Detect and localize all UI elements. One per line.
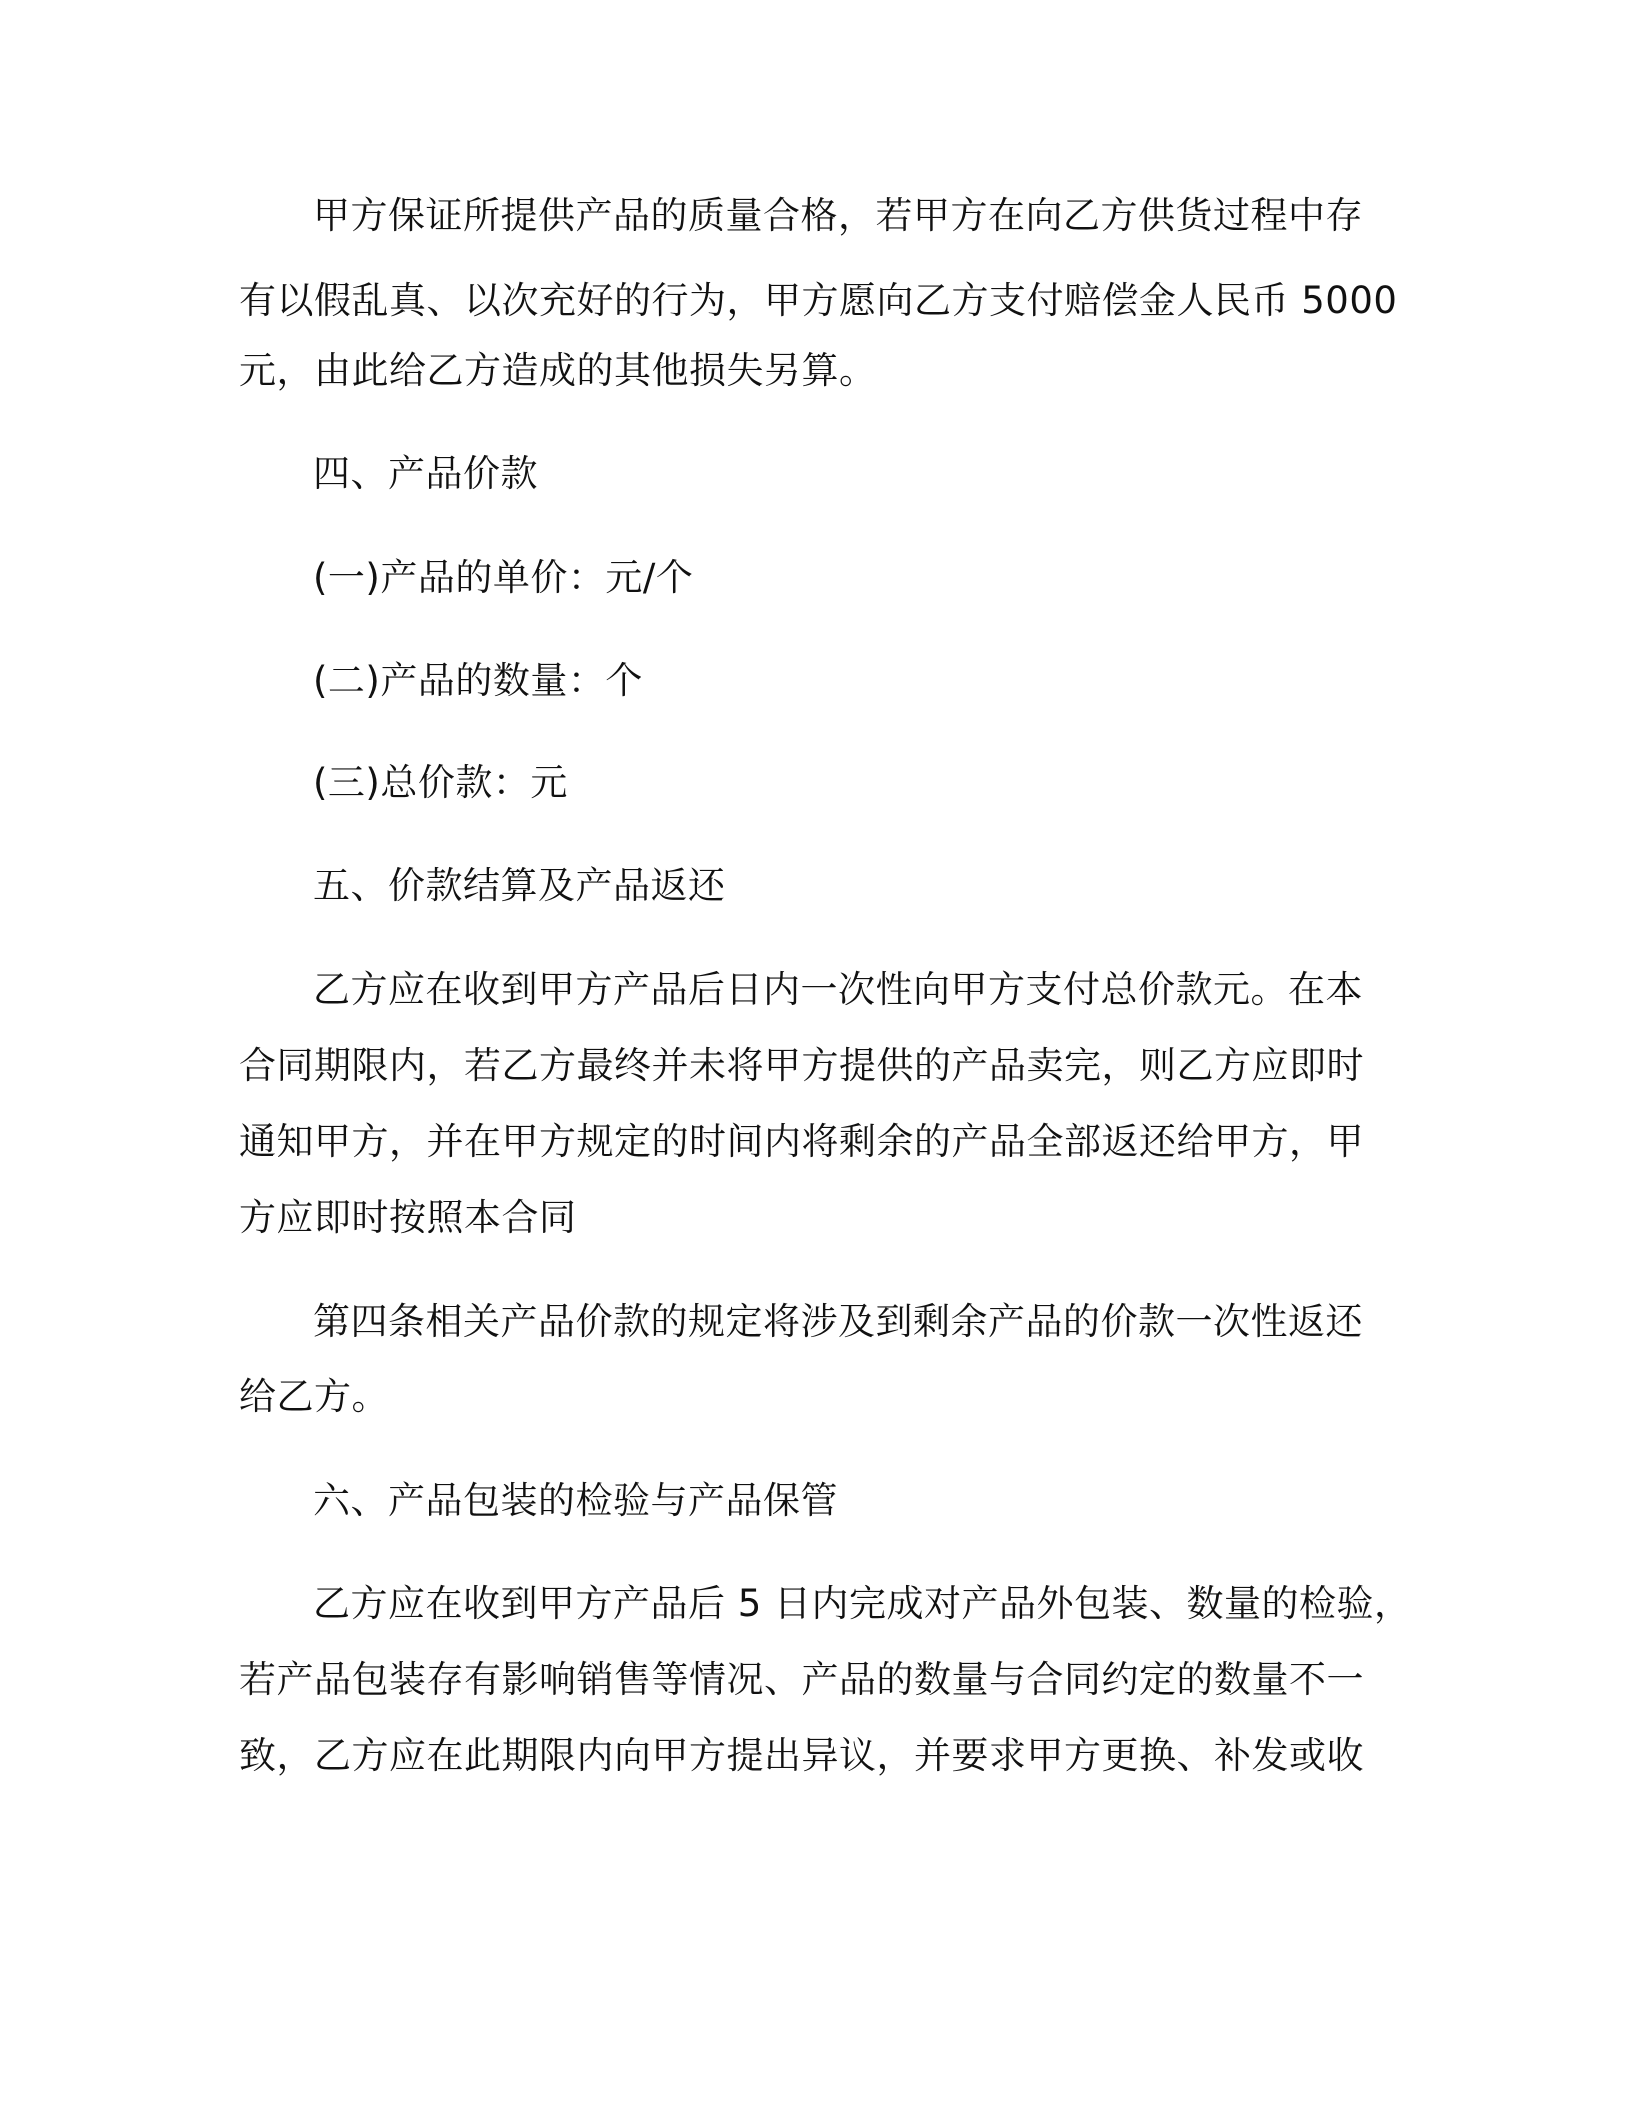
text-line: 合同期限内，若乙方最终并未将甲方提供的产品卖完，则乙方应即时 — [239, 1044, 1364, 1087]
text-line: 第四条相关产品价款的规定将涉及到剩余产品的价款一次性返还 — [313, 1300, 1363, 1343]
text-line: 方应即时按照本合同 — [239, 1196, 577, 1239]
section-heading-packaging-inspection: 六、产品包装的检验与产品保管 — [313, 1479, 838, 1522]
text-line: 给乙方。 — [239, 1375, 389, 1418]
text-line: 元，由此给乙方造成的其他损失另算。 — [239, 349, 877, 392]
text-line: 致，乙方应在此期限内向甲方提出异议，并要求甲方更换、补发或收 — [239, 1734, 1364, 1777]
list-item-total-price: (三)总价款：元 — [313, 761, 568, 804]
text-line: 若产品包装存有影响销售等情况、产品的数量与合同约定的数量不一 — [239, 1658, 1364, 1701]
text-line: 通知甲方，并在甲方规定的时间内将剩余的产品全部返还给甲方，甲 — [239, 1120, 1364, 1163]
list-item-quantity: (二)产品的数量：个 — [313, 659, 643, 702]
text-line: 有以假乱真、以次充好的行为，甲方愿向乙方支付赔偿金人民币 5000 — [239, 279, 1398, 322]
text-line: 乙方应在收到甲方产品后日内一次性向甲方支付总价款元。在本 — [313, 968, 1363, 1011]
list-item-unit-price: (一)产品的单价：元/个 — [313, 556, 694, 599]
text-line: 乙方应在收到甲方产品后 5 日内完成对产品外包装、数量的检验， — [313, 1582, 1412, 1625]
section-heading-settlement-return: 五、价款结算及产品返还 — [313, 864, 726, 907]
text-line: 甲方保证所提供产品的质量合格，若甲方在向乙方供货过程中存 — [313, 194, 1363, 237]
section-heading-product-price: 四、产品价款 — [313, 452, 538, 495]
